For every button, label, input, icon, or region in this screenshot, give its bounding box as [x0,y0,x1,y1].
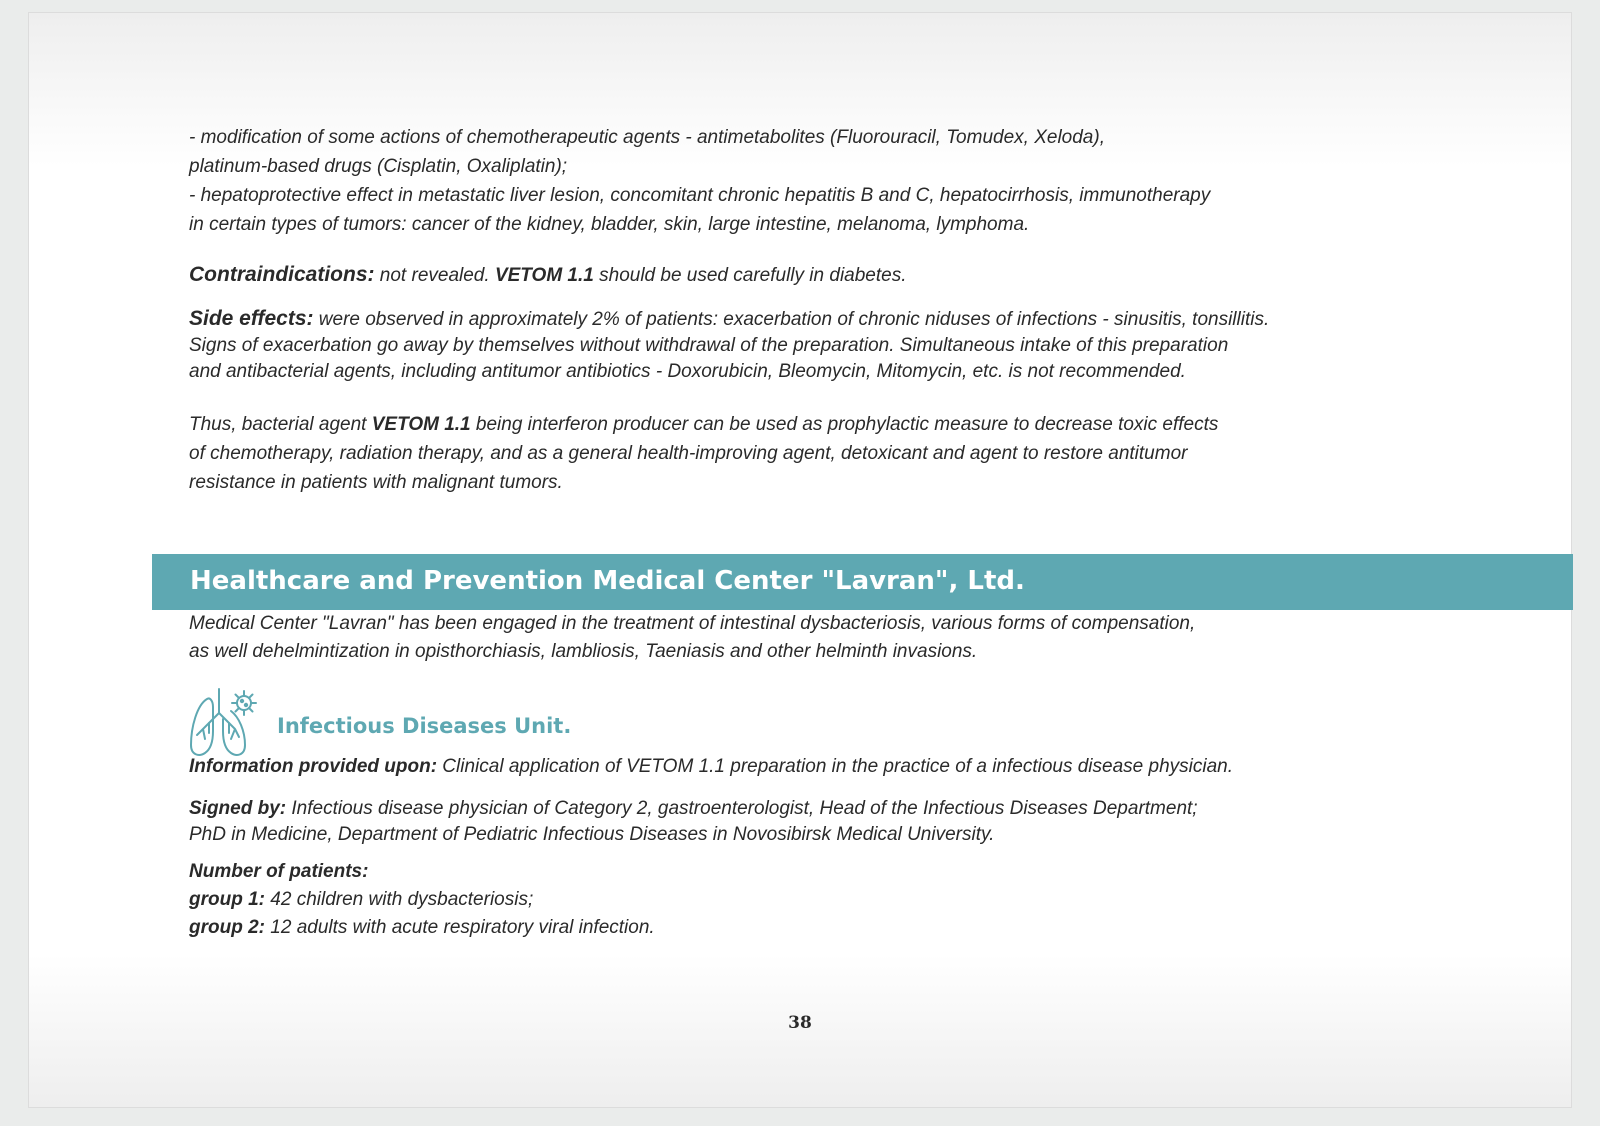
patients-paragraph [189,858,1369,942]
conclusion-line-3: resistance in patients with malignant tumors. [189,472,563,493]
info-paragraph [189,752,1369,781]
signed-line-2: PhD in Medicine, Department of Pediatric Infectious Diseases in Novosibirsk Medical University. [189,824,995,845]
conclusion-drug: VETOM 1.1 [371,414,471,435]
signed-paragraph [189,796,1369,848]
conclusion-line-1: being interferon producer can be used as prophylactic measure to decrease toxic effects [470,414,1219,435]
contraindications-text-after: should be used carefully in diabetes. [593,265,907,286]
intro-paragraph [189,123,1369,239]
intro-line-2: platinum-based drugs (Cisplatin, Oxaliplatin); [189,156,568,177]
side-effects-line-1: were observed in approximately 2% of patients: exacerbation of chronic niduses of infections - sinusitis, tonsillitis. [313,309,1270,330]
group-1-label: group 1: [189,889,265,910]
intro-line-3: - hepatoprotective effect in metastatic liver lesion, concomitant chronic hepatitis B and C, hepatocirrhosis, immunotherapy [189,185,1211,206]
group-2-text: 12 adults with acute respiratory viral infection. [265,917,655,938]
info-label: Information provided upon: [189,756,438,777]
document-page [28,12,1572,1108]
group-2-label: group 2: [189,917,265,938]
unit-title: Infectious Diseases Unit. [277,714,572,738]
group-1-text: 42 children with dysbacteriosis; [265,889,534,910]
signed-line-1: Infectious disease physician of Category 2, gastroenterologist, Head of the Infectious Diseases Department; [286,798,1198,819]
info-text: Clinical application of VETOM 1.1 preparation in the practice of a infectious disease physician. [437,756,1233,777]
contraindications-drug: VETOM 1.1 [494,265,594,286]
section-header-bar [152,554,1573,610]
signed-label: Signed by: [189,798,287,819]
patients-label: Number of patients: [189,861,369,882]
conclusion-paragraph [189,410,1369,497]
contraindications-paragraph [189,260,1369,290]
side-effects-line-2: Signs of exacerbation go away by themselves without withdrawal of the preparation. Simultaneous intake of this preparation [189,335,1229,356]
center-desc-line-1: Medical Center "Lavran" has been engaged in the treatment of intestinal dysbacteriosis, various forms of compensation, [189,613,1196,634]
section-title: Healthcare and Prevention Medical Center "Lavran", Ltd. [190,566,1025,596]
contraindications-text-before: not revealed. [374,265,495,286]
side-effects-paragraph [189,306,1369,385]
center-desc-line-2: as well dehelmintization in opisthorchiasis, lambliosis, Taeniasis and other helminth invasions. [189,641,978,662]
side-effects-label: Side effects: [189,307,314,330]
page-number: 38 [788,1013,812,1033]
contraindications-label: Contraindications: [189,263,375,286]
intro-line-1: - modification of some actions of chemotherapeutic agents - antimetabolites (Fluorouracil, Tomudex, Xeloda), [189,127,1105,148]
intro-line-4: in certain types of tumors: cancer of the kidney, bladder, skin, large intestine, melanoma, lymphoma. [189,214,1030,235]
lungs-virus-icon [189,687,257,761]
conclusion-line-2: of chemotherapy, radiation therapy, and as a general health-improving agent, detoxicant and agent to restore antitumor [189,443,1188,464]
center-description [189,610,1369,666]
side-effects-line-3: and antibacterial agents, including antitumor antibiotics - Doxorubicin, Bleomycin, Mitomycin, etc. is not recommended. [189,361,1186,382]
conclusion-text-before: Thus, bacterial agent [189,414,372,435]
